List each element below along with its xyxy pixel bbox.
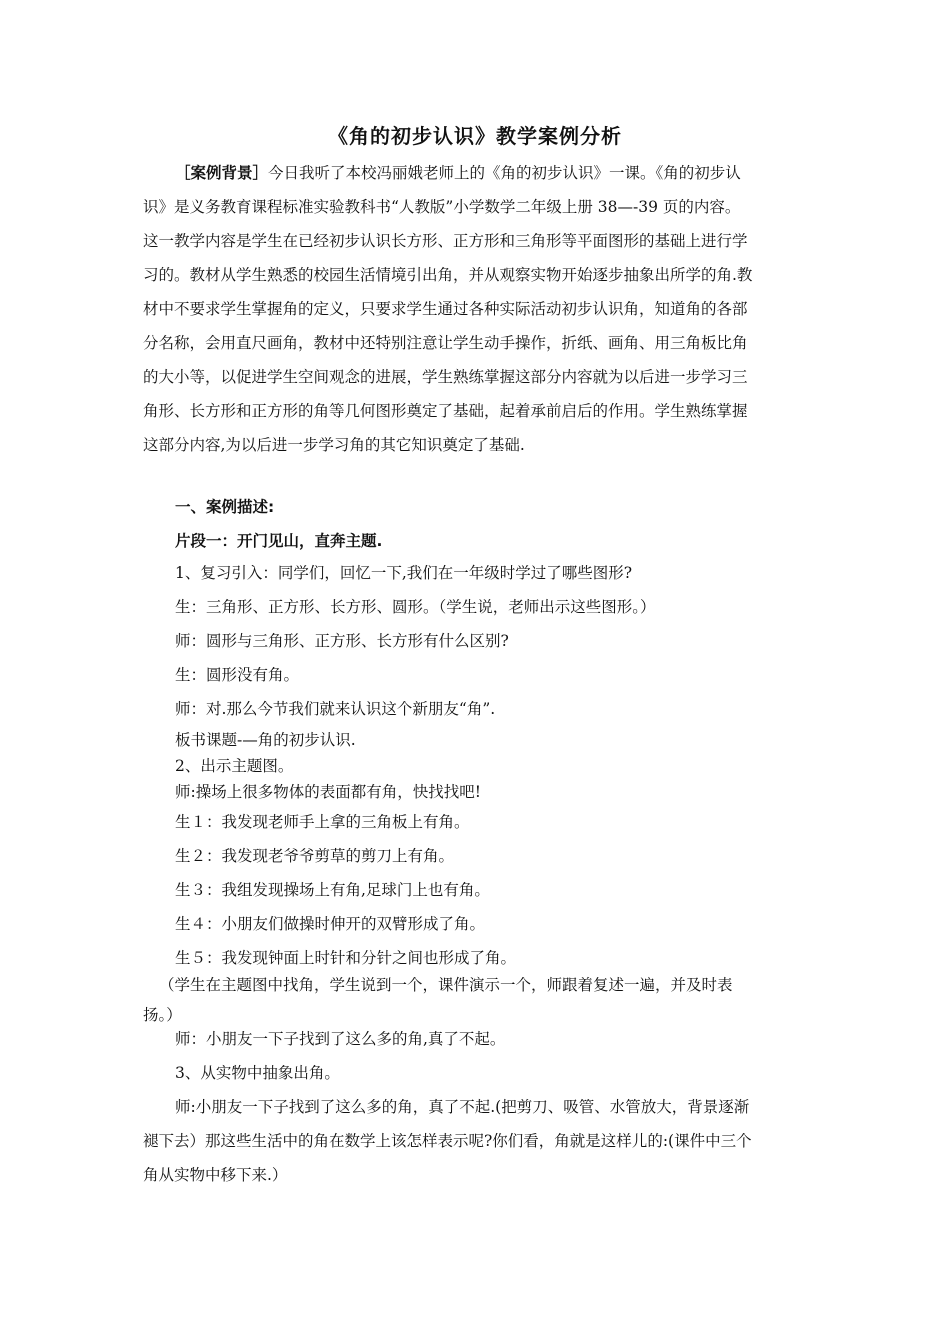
- background-label: ［案例背景］: [175, 164, 269, 182]
- case-description-section: [143, 490, 808, 558]
- dialogue-line: 生５：我发现钟面上时针和分针之间也形成了角。: [175, 949, 517, 967]
- dialogue-line: 生４：小朋友们做操时伸开的双臂形成了角。: [175, 915, 486, 933]
- note-paragraph: [143, 970, 808, 1030]
- background-line: 这部分内容,为以后进一步学习角的其它知识奠定了基础.: [143, 436, 525, 454]
- dialogue-line: 生２：我发现老爷爷剪草的剪刀上有角。: [175, 847, 455, 865]
- item-heading: 3、从实物中抽象出角。: [175, 1064, 340, 1082]
- paragraph-line: 角从实物中移下来.）: [143, 1166, 288, 1184]
- section-heading: 一、案例描述:: [175, 498, 275, 516]
- dialogue-line: 师：圆形与三角形、正方形、长方形有什么区别?: [175, 632, 509, 650]
- paragraph-line: 褪下去）那这些生活中的角在数学上该怎样表示呢?你们看，角就是这样儿的:(课件中三个: [143, 1132, 752, 1150]
- note-line: （学生在主题图中找角，学生说到一个，课件演示一个，师跟着复述一遍，并及时表: [159, 976, 733, 994]
- background-line: 习的。教材从学生熟悉的校园生活情境引出角，并从观察实物开始逐步抽象出所学的角.教: [143, 266, 753, 284]
- background-line: 这一教学内容是学生在已经初步认识长方形、正方形和三角形等平面图形的基础上进行学: [143, 232, 748, 250]
- dialogue-line: 师：小朋友一下子找到了这么多的角,真了不起。: [175, 1030, 506, 1048]
- background-line: 识》是义务教育课程标准实验教科书“人教版”小学数学二年级上册 38—-39 页的内容。: [143, 198, 741, 216]
- note-line: 扬。）: [143, 1006, 182, 1024]
- dialogue-block-3: [143, 805, 808, 975]
- background-line: 分名称，会用直尺画角，教材中还特别注意让学生动手操作，折纸、画角、用三角板比角: [143, 334, 748, 352]
- dialogue-line: 1、复习引入：同学们，回忆一下,我们在一年级时学过了哪些图形?: [175, 564, 633, 582]
- dialogue-line: 2、出示主题图。: [175, 757, 294, 775]
- dialogue-line: 生３：我组发现操场上有角,足球门上也有角。: [175, 881, 490, 899]
- dialogue-line: 师:操场上很多物体的表面都有角，快找找吧!: [175, 783, 481, 801]
- dialogue-line: 生：圆形没有角。: [175, 666, 300, 684]
- final-paragraph: [143, 1090, 808, 1192]
- document-title: 《角的初步认识》教学案例分析: [328, 124, 622, 148]
- background-line: 角形、长方形和正方形的角等几何图形奠定了基础，起着承前启后的作用。学生熟练掌握: [143, 402, 748, 420]
- dialogue-line: 生１：我发现老师手上拿的三角板上有角。: [175, 813, 470, 831]
- background-line: 的大小等，以促进学生空间观念的进展，学生熟练掌握这部分内容就为以后进一步学习三: [143, 368, 748, 386]
- dialogue-block-4: [143, 1022, 808, 1090]
- dialogue-line: 板书课题-—角的初步认识.: [175, 731, 356, 749]
- fragment-heading: 片段一：开门见山，直奔主题.: [175, 532, 383, 550]
- dialogue-line: 生：三角形、正方形、长方形、圆形。（学生说，老师出示这些图形。）: [175, 598, 656, 616]
- dialogue-block-1: [143, 556, 808, 726]
- background-line: ［案例背景］今日我听了本校冯丽娥老师上的《角的初步认识》一课。《角的初步认: [175, 164, 741, 182]
- paragraph-line: 师:小朋友一下子找到了这么多的角，真了不起.(把剪刀、吸管、水管放大，背景逐渐: [175, 1098, 750, 1116]
- background-line: 材中不要求学生掌握角的定义，只要求学生通过各种实际活动初步认识角，知道角的各部: [143, 300, 748, 318]
- dialogue-block-2: [143, 727, 808, 805]
- dialogue-line: 师：对.那么今节我们就来认识这个新朋友“角”.: [175, 700, 496, 718]
- background-paragraph: [143, 156, 808, 462]
